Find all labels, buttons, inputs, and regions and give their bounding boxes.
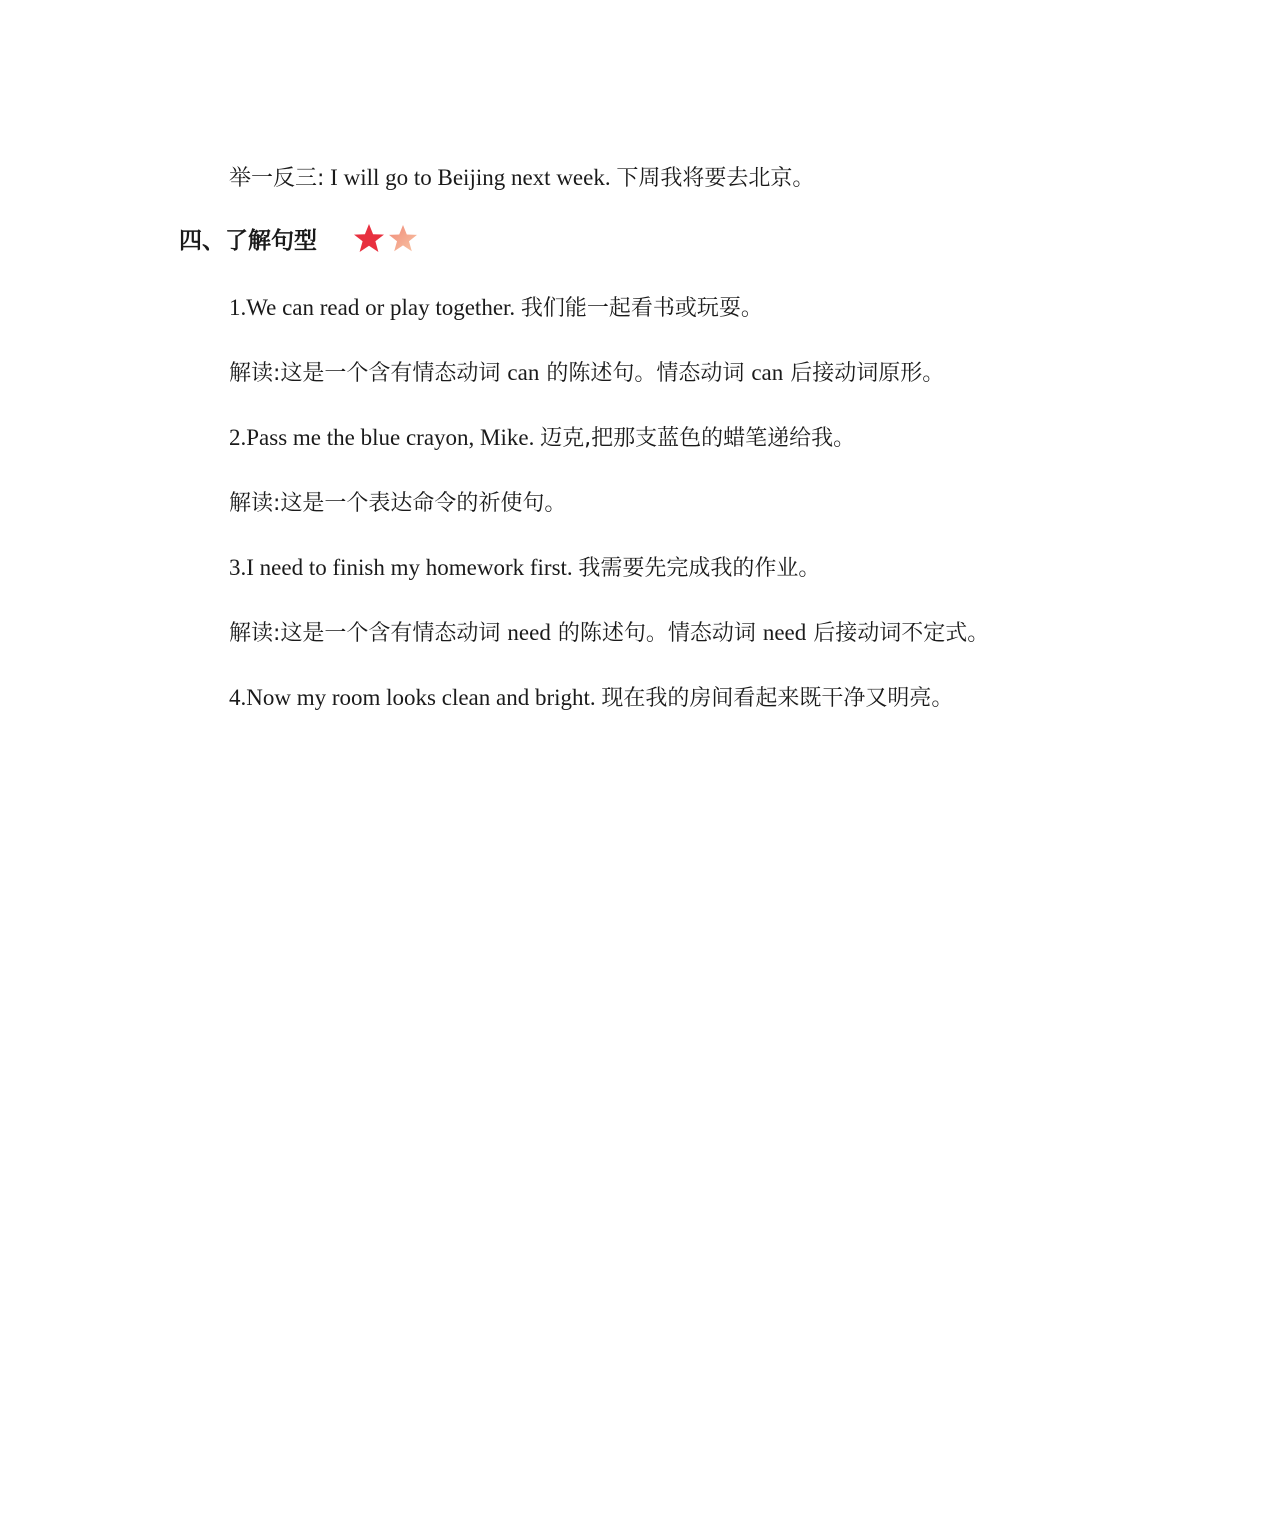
example-chinese: 下周我将要去北京。 bbox=[616, 166, 815, 191]
item-chinese: 现在我的房间看起来既干净又明亮。 bbox=[601, 686, 954, 711]
item-sentence-2 bbox=[229, 423, 855, 454]
explanation-text: 这是一个表达命令的祈使句。 bbox=[280, 491, 567, 516]
star-light-icon bbox=[389, 225, 417, 251]
item-explanation-1 bbox=[229, 358, 944, 389]
explanation-text: 的陈述句。情态动词 bbox=[539, 361, 752, 386]
explanation-word: need bbox=[762, 620, 807, 645]
explanation-word: can bbox=[751, 360, 784, 385]
explanation-text: 后接动词不定式。 bbox=[806, 621, 990, 646]
example-sentence bbox=[229, 163, 814, 194]
item-explanation-3 bbox=[229, 618, 989, 649]
explanation-label: 解读: bbox=[229, 621, 281, 646]
item-english: 3.I need to finish my homework first. bbox=[229, 555, 579, 580]
example-prefix: 举一反三: bbox=[229, 166, 325, 191]
item-sentence-1 bbox=[229, 293, 763, 324]
explanation-label: 解读: bbox=[229, 361, 281, 386]
explanation-text: 这是一个含有情态动词 bbox=[280, 361, 508, 386]
item-explanation-2 bbox=[229, 488, 566, 519]
difficulty-stars bbox=[352, 222, 422, 256]
explanation-text: 后接动词原形。 bbox=[783, 361, 945, 386]
explanation-word: need bbox=[507, 620, 551, 645]
item-english: 2.Pass me the blue crayon, Mike. bbox=[229, 425, 541, 450]
item-sentence-3 bbox=[229, 553, 820, 584]
item-english: 4.Now my room looks clean and bright. bbox=[229, 685, 602, 710]
explanation-text: 的陈述句。情态动词 bbox=[550, 621, 763, 646]
section-title: 四、了解句型 bbox=[179, 228, 317, 254]
item-english: 1.We can read or play together. bbox=[229, 295, 521, 320]
item-sentence-4 bbox=[229, 683, 953, 714]
item-chinese: 迈克,把那支蓝色的蜡笔递给我。 bbox=[540, 426, 856, 451]
explanation-word: can bbox=[507, 360, 540, 385]
example-english: I will go to Beijing next week. bbox=[324, 165, 617, 190]
item-chinese: 我们能一起看书或玩耍。 bbox=[520, 296, 763, 321]
explanation-text: 这是一个含有情态动词 bbox=[280, 621, 508, 646]
item-chinese: 我需要先完成我的作业。 bbox=[578, 556, 821, 581]
explanation-label: 解读: bbox=[229, 491, 281, 516]
star-filled-icon bbox=[354, 224, 384, 252]
